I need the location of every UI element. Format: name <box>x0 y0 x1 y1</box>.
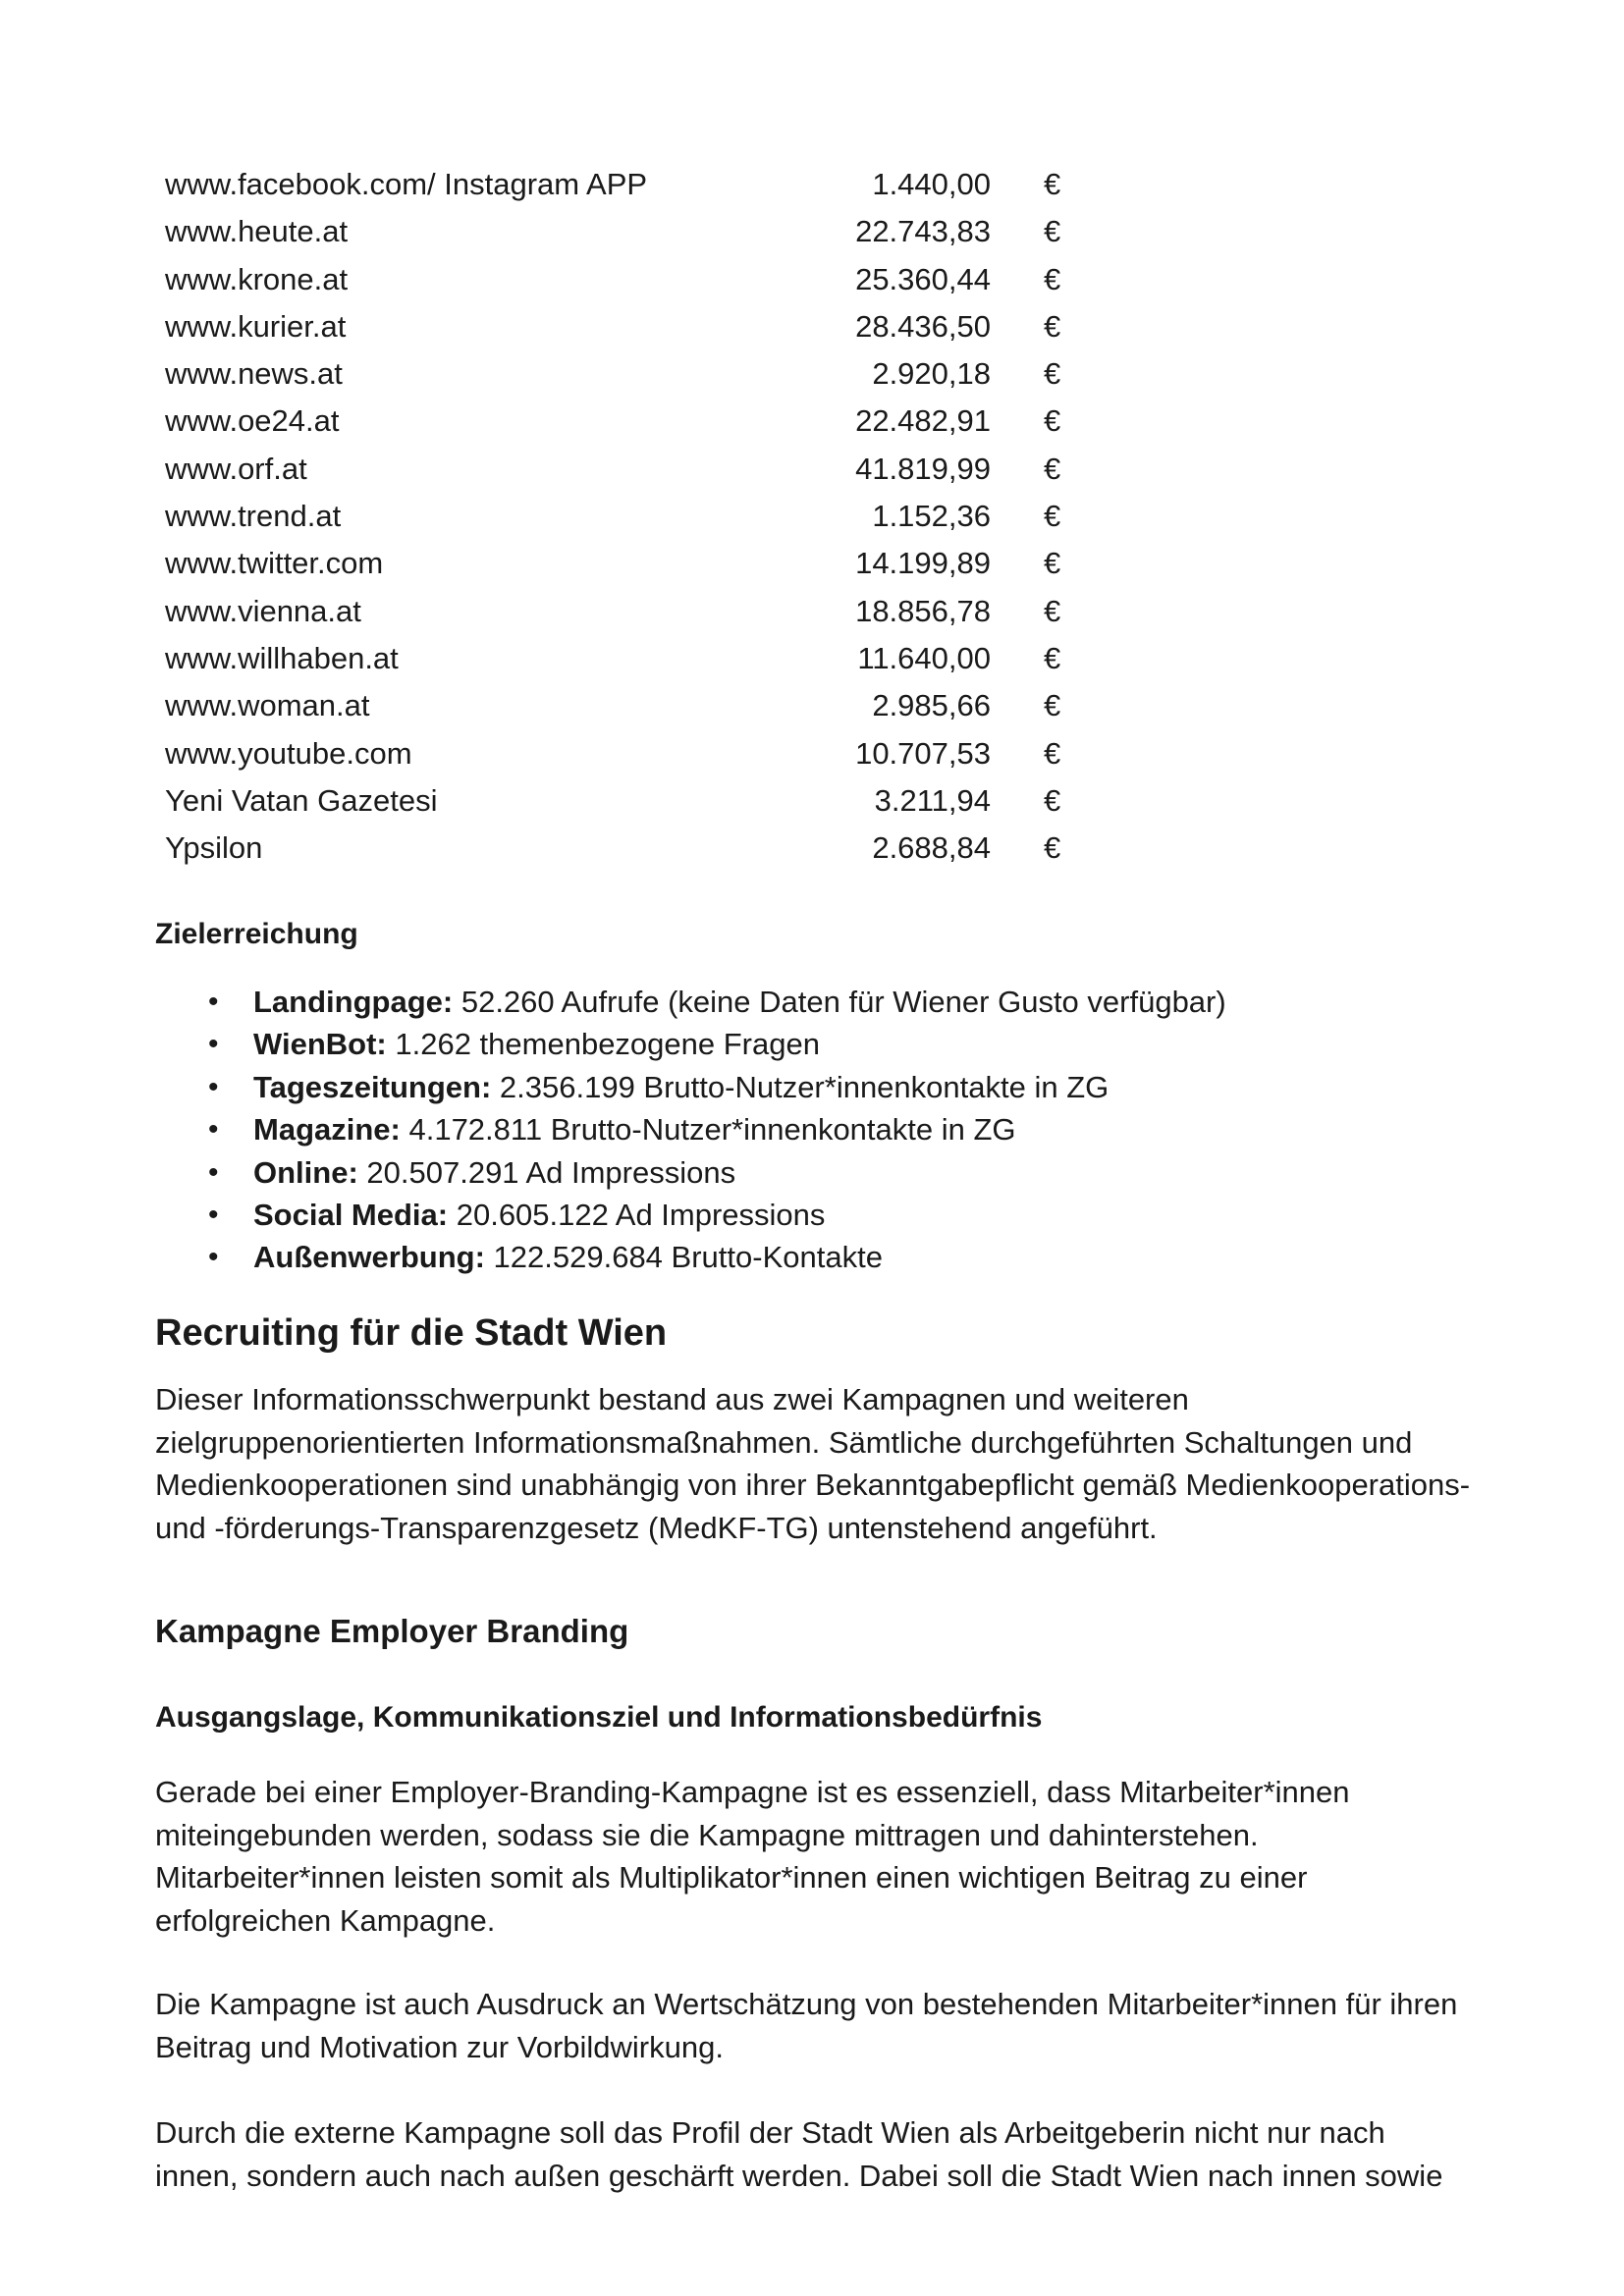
media-name: www.orf.at <box>165 451 307 486</box>
currency: € <box>1044 167 1061 201</box>
table-row <box>163 161 1086 208</box>
media-name: www.youtube.com <box>165 735 412 771</box>
currency: € <box>1044 735 1061 771</box>
currency: € <box>1044 214 1061 249</box>
zielerreichung-list <box>206 981 1483 1279</box>
list-item-text: 2.356.199 Brutto-Nutzer*innenkontakte in ZG <box>491 1069 1110 1104</box>
table-row <box>163 208 1086 255</box>
bullet-icon: • <box>208 1113 219 1147</box>
table-row <box>163 635 1086 682</box>
table-row <box>163 446 1086 493</box>
amount: 25.360,44 <box>855 261 991 296</box>
list-item-label: Online: <box>253 1154 358 1190</box>
media-name: www.krone.at <box>165 261 349 296</box>
currency: € <box>1044 261 1061 296</box>
media-name: www.woman.at <box>165 688 370 723</box>
table-row <box>163 398 1086 445</box>
list-item-text: 20.507.291 Ad Impressions <box>357 1154 736 1190</box>
amount: 3.211,94 <box>874 782 991 818</box>
amount: 2.920,18 <box>872 356 991 392</box>
table-row <box>163 588 1086 635</box>
media-name: www.news.at <box>165 356 343 392</box>
media-name: www.twitter.com <box>165 546 384 581</box>
media-name: www.kurier.at <box>165 308 347 344</box>
table-row <box>163 303 1086 350</box>
media-name: www.trend.at <box>165 499 342 534</box>
kampagne-paragraph-2: Die Kampagne ist auch Ausdruck an Wertschätzung von bestehenden Mitarbeiter*innen für ihren Beitrag und Motivation zur Vorbildwirkung. <box>155 1987 1458 2064</box>
currency: € <box>1044 782 1061 818</box>
bullet-icon: • <box>208 1155 219 1189</box>
table-row <box>163 730 1086 777</box>
list-item-label: Social Media: <box>253 1197 449 1232</box>
amount: 11.640,00 <box>857 640 991 675</box>
amount: 10.707,53 <box>855 735 991 771</box>
list-item-label: Magazine: <box>253 1112 401 1148</box>
currency: € <box>1044 546 1061 581</box>
list-item-text: 1.262 themenbezogene Fragen <box>386 1027 820 1062</box>
currency: € <box>1044 403 1061 439</box>
amount: 41.819,99 <box>855 451 991 486</box>
bullet-icon: • <box>208 1028 219 1061</box>
list-item <box>206 1066 1483 1108</box>
list-item-text: 4.172.811 Brutto-Nutzer*innenkontakte in ZG <box>400 1112 1016 1148</box>
currency: € <box>1044 830 1061 866</box>
media-name: Yeni Vatan Gazetesi <box>165 782 438 818</box>
kampagne-heading: Kampagne Employer Branding <box>155 1613 629 1649</box>
media-cost-table <box>163 161 1086 872</box>
list-item <box>206 981 1483 1023</box>
table-row <box>163 825 1086 872</box>
amount: 2.985,66 <box>872 688 991 723</box>
list-item-label: WienBot: <box>253 1027 387 1062</box>
zielerreichung-heading: Zielerreichung <box>155 918 358 950</box>
bullet-icon: • <box>208 1198 219 1231</box>
kampagne-paragraph-3: Durch die externe Kampagne soll das Profil der Stadt Wien als Arbeitgeberin nicht nur nach innen, sondern auch nach außen geschärft werden. Dabei soll die Stadt Wien nach innen sowie <box>155 2115 1443 2193</box>
amount: 14.199,89 <box>855 546 991 581</box>
media-name: Ypsilon <box>165 830 263 866</box>
list-item <box>206 1108 1483 1150</box>
list-item-label: Tageszeitungen: <box>253 1069 492 1104</box>
media-name: www.vienna.at <box>165 593 361 628</box>
amount: 28.436,50 <box>855 308 991 344</box>
recruiting-heading: Recruiting für die Stadt Wien <box>155 1312 668 1354</box>
list-item-text: 20.605.122 Ad Impressions <box>448 1197 826 1232</box>
table-row <box>163 256 1086 303</box>
media-name: www.heute.at <box>165 214 349 249</box>
amount: 2.688,84 <box>872 830 991 866</box>
currency: € <box>1044 688 1061 723</box>
amount: 22.743,83 <box>855 214 991 249</box>
kampagne-paragraph-1: Gerade bei einer Employer-Branding-Kampagne ist es essenziell, dass Mitarbeiter*innen miteingebunden werden, sodass sie die Kampagne mittragen und dahinterstehen. Mitarbeiter*innen leisten somit als Multiplikator*innen einen wichtigen Beitrag zu einer erfolgreichen Kampagne. <box>155 1775 1350 1938</box>
table-row <box>163 777 1086 825</box>
media-name: www.facebook.com/ Instagram APP <box>165 167 648 201</box>
currency: € <box>1044 356 1061 392</box>
currency: € <box>1044 593 1061 628</box>
list-item-label: Landingpage: <box>253 985 454 1019</box>
amount: 18.856,78 <box>855 593 991 628</box>
table-row <box>163 350 1086 398</box>
currency: € <box>1044 308 1061 344</box>
table-row <box>163 493 1086 540</box>
table-row <box>163 540 1086 587</box>
list-item <box>206 1194 1483 1236</box>
table-row <box>163 682 1086 729</box>
bullet-icon: • <box>208 986 219 1018</box>
amount: 1.440,00 <box>872 167 991 201</box>
list-item-label: Außenwerbung: <box>253 1240 485 1275</box>
currency: € <box>1044 640 1061 675</box>
list-item <box>206 1151 1483 1194</box>
list-item-text: 52.260 Aufrufe (keine Daten für Wiener Gusto verfügbar) <box>453 985 1226 1019</box>
currency: € <box>1044 451 1061 486</box>
list-item <box>206 1023 1483 1065</box>
bullet-icon: • <box>208 1070 219 1103</box>
kampagne-subheading: Ausgangslage, Kommunikationsziel und Informationsbedürfnis <box>155 1701 1043 1734</box>
bullet-icon: • <box>208 1241 219 1274</box>
media-name: www.willhaben.at <box>165 640 399 675</box>
recruiting-intro: Dieser Informationsschwerpunkt bestand aus zwei Kampagnen und weiteren zielgruppenorientierten Informationsmaßnahmen. Sämtliche durchgeführten Schaltungen und Medienkooperationen sind unabhängig von ihrer Bekanntgabepflicht gemäß Medienkooperations- und -förderungs-Transparenzgesetz (MedKF-TG) untenstehend angeführt. <box>155 1382 1471 1545</box>
amount: 1.152,36 <box>872 499 991 534</box>
currency: € <box>1044 499 1061 534</box>
list-item-text: 122.529.684 Brutto-Kontakte <box>484 1240 883 1275</box>
media-name: www.oe24.at <box>165 403 340 439</box>
amount: 22.482,91 <box>855 403 991 439</box>
list-item <box>206 1236 1483 1278</box>
